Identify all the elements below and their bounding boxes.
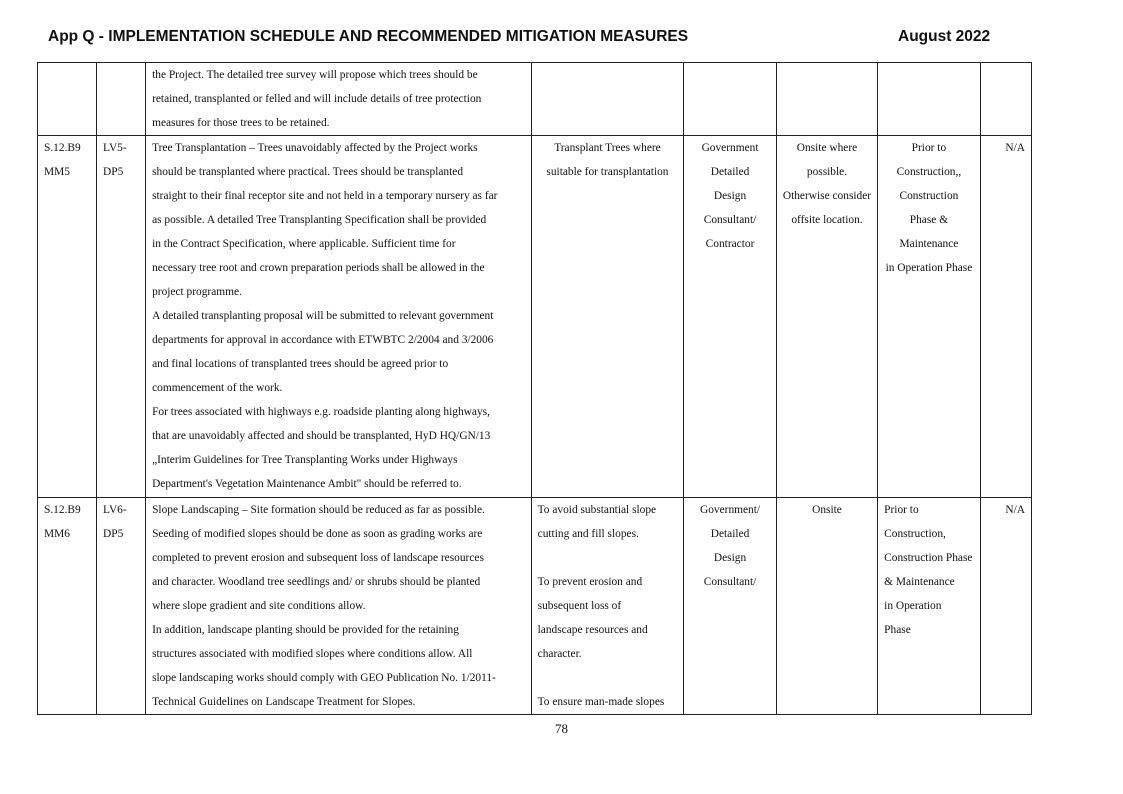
cell-who (684, 63, 776, 136)
cell-description (146, 498, 532, 715)
cell-text-line: Construction Phase (884, 552, 973, 564)
cell-text-line: landscape resources and (537, 624, 648, 636)
cell-text-line: Prior to (911, 142, 947, 154)
cell-text-line: offsite location. (791, 214, 863, 226)
cell-requirements (980, 63, 1031, 136)
cell-text-line: as possible. A detailed Tree Transplanting Specification shall be provided (152, 214, 487, 226)
cell-text-line: MM5 (44, 166, 70, 178)
cell-text-line: „Interim Guidelines for Tree Transplanting Works under Highways (152, 454, 458, 466)
cell-text-line: In addition, landscape planting should be provided for the retaining (152, 624, 459, 636)
cell-text-line: N/A (1005, 142, 1025, 154)
table-row (38, 136, 1032, 498)
cell-text-line: and final locations of transplanted trees should be agreed prior to (152, 358, 449, 370)
cell-text-line: project programme. (152, 286, 242, 298)
cell-location (776, 63, 877, 136)
cell-text-line: Consultant/ (703, 576, 757, 588)
cell-text-line: & Maintenance (884, 576, 955, 588)
cell-text-line: the Project. The detailed tree survey will propose which trees should be (152, 69, 478, 81)
cell-text-line: Technical Guidelines on Landscape Treatment for Slopes. (152, 696, 416, 708)
cell-code (97, 136, 146, 498)
cell-text-line: To prevent erosion and (537, 576, 643, 588)
page-number: 78 (555, 721, 568, 736)
cell-text-line: LV5- (103, 142, 127, 154)
cell-text-line: Otherwise consider (782, 190, 872, 202)
cell-text-line: Transplant Trees where (554, 142, 661, 154)
cell-text-line: S.12.B9 (44, 504, 81, 516)
cell-text-line: slope landscaping works should comply with GEO Publication No. 1/2011- (152, 672, 496, 684)
cell-text-line: Contractor (705, 238, 755, 250)
cell-text-line: Onsite (812, 504, 842, 516)
cell-text-line: Construction (899, 190, 959, 202)
cell-text-line: should be transplanted where practical. Trees should be transplanted (152, 166, 464, 178)
cell-requirements (980, 498, 1031, 715)
cell-reference (38, 136, 97, 498)
cell-text-line: A detailed transplanting proposal will be submitted to relevant government (152, 310, 494, 322)
cell-text-line: Tree Transplantation – Trees unavoidably affected by the Project works (152, 142, 478, 154)
cell-text-line: LV6- (103, 504, 127, 516)
cell-location (776, 136, 877, 498)
cell-text-line: in Operation (884, 600, 942, 612)
cell-text-line: Maintenance (899, 238, 959, 250)
cell-text-line: Construction, (884, 528, 946, 540)
cell-text-line: character. (537, 648, 582, 660)
cell-who (684, 498, 776, 715)
cell-text-line: completed to prevent erosion and subsequent loss of landscape resources (152, 552, 484, 564)
cell-text-line: possible. (806, 166, 848, 178)
cell-text-line: straight to their final receptor site and not held in a temporary nursery as far (152, 190, 498, 202)
cell-when (878, 136, 981, 498)
table-row (38, 498, 1032, 715)
cell-text-line: Slope Landscaping – Site formation should be reduced as far as possible. (152, 504, 485, 516)
cell-text-line: Consultant/ (703, 214, 757, 226)
cell-text-line: Detailed (710, 166, 750, 178)
cell-text-line: Department's Vegetation Maintenance Ambit" should be referred to. (152, 478, 462, 490)
cell-text-line: DP5 (103, 166, 124, 178)
cell-text-line: Design (713, 552, 747, 564)
cell-text-line: N/A (1005, 504, 1025, 516)
cell-text-line: MM6 (44, 528, 70, 540)
cell-text-line (538, 546, 678, 570)
cell-objectives (531, 136, 684, 498)
cell-text-line: in the Contract Specification, where applicable. Sufficient time for (152, 238, 456, 250)
cell-text-line: For trees associated with highways e.g. roadside planting along highways, (152, 406, 490, 418)
cell-text-line: Construction,, (896, 166, 962, 178)
cell-text-line: necessary tree root and crown preparation periods shall be allowed in the (152, 262, 485, 274)
cell-text-line: Seeding of modified slopes should be done as soon as grading works are (152, 528, 483, 540)
cell-text-line: where slope gradient and site conditions allow. (152, 600, 366, 612)
cell-text-line: Prior to (884, 504, 919, 516)
cell-text-line: cutting and fill slopes. (537, 528, 639, 540)
cell-code (97, 63, 146, 136)
cell-text-line: To avoid substantial slope (537, 504, 657, 516)
cell-when (878, 63, 981, 136)
cell-text-line: and character. Woodland tree seedlings and/ or shrubs should be planted (152, 576, 481, 588)
cell-text-line: Government/ (699, 504, 761, 516)
cell-text-line: DP5 (103, 528, 124, 540)
cell-location (776, 498, 877, 715)
cell-reference (38, 498, 97, 715)
cell-text-line: structures associated with modified slopes where conditions allow. All (152, 648, 473, 660)
cell-requirements (980, 136, 1031, 498)
cell-reference (38, 63, 97, 136)
implementation-schedule-table (37, 62, 1032, 715)
cell-text-line: departments for approval in accordance with ETWBTC 2/2004 and 3/2006 (152, 334, 494, 346)
cell-objectives (531, 498, 684, 715)
cell-description (146, 136, 532, 498)
cell-text-line: retained, transplanted or felled and will include details of tree protection (152, 93, 482, 105)
cell-description (146, 63, 532, 136)
cell-text-line: To ensure man-made slopes (537, 696, 665, 708)
document-header-title: App Q - IMPLEMENTATION SCHEDULE AND RECOMMENDED MITIGATION MEASURES (48, 28, 689, 45)
cell-who (684, 136, 776, 498)
cell-text-line: Phase & (909, 214, 949, 226)
cell-text-line: Government (701, 142, 759, 154)
cell-text-line: suitable for transplantation (546, 166, 669, 178)
cell-text-line: Detailed (710, 528, 750, 540)
cell-objectives (531, 63, 684, 136)
cell-text-line: subsequent loss of (537, 600, 622, 612)
table-row (38, 63, 1032, 136)
cell-when (878, 498, 981, 715)
cell-code (97, 498, 146, 715)
cell-text-line: commencement of the work. (152, 382, 283, 394)
cell-text-line: in Operation Phase (885, 262, 973, 274)
cell-text-line: measures for those trees to be retained. (152, 117, 330, 129)
document-header-date: August 2022 (898, 28, 991, 45)
cell-text-line: S.12.B9 (44, 142, 81, 154)
cell-text-line: Phase (884, 624, 911, 636)
cell-text-line (538, 666, 678, 690)
cell-text-line: Design (713, 190, 747, 202)
cell-text-line: Onsite where (796, 142, 858, 154)
cell-text-line: that are unavoidably affected and should be transplanted, HyD HQ/GN/13 (152, 430, 491, 442)
